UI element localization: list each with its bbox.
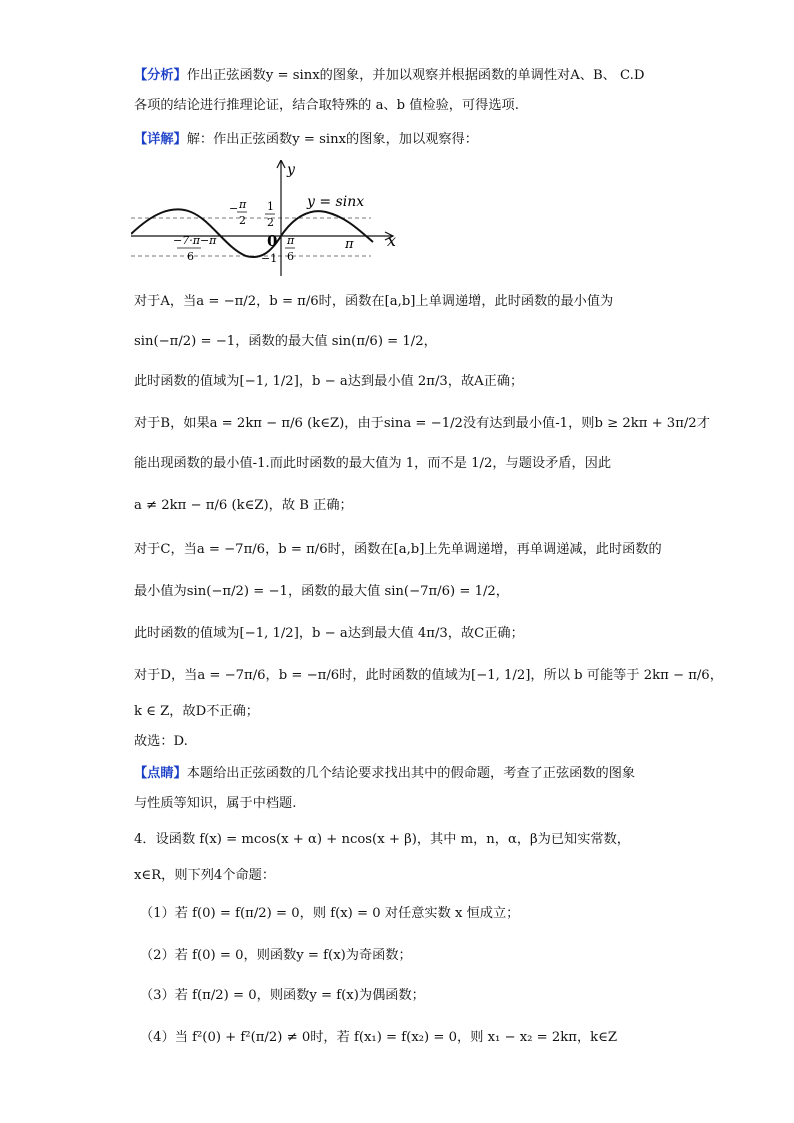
section-tag: 【分析】 [134,68,187,83]
option-d-line-2: k ∈ Z，故D不正确； [134,704,259,719]
comment-line-1: 【点睛】本题给出正弦函数的几个结论要求找出其中的假命题，考查了正弦函数的图象 [134,766,636,781]
curve-label: y = sinx [307,194,365,210]
option-b-line-1: 对于B，如果a = 2kπ − π/6 (k∈Z)，由于sina = −1/2没有达到最小值-1，则b ≥ 2kπ + 3π/2才 [134,416,710,431]
tick-half-num: 1 [267,200,274,213]
proposition-4: （4）当 f²(0) + f²(π/2) ≠ 0时，若 f(x₁) = f(x₂) = 0，则 x₁ − x₂ = 2kπ，k∈Z [140,1030,618,1045]
section-tag: 【详解】 [134,132,187,147]
origin-label: 0 [267,232,278,250]
tick-pi-6-num: π [287,234,295,247]
tick-pi: π [345,237,354,252]
tick-neg-pi-2-num: π [239,198,247,211]
tick-neg-pi-2-sign: − [229,202,239,215]
analysis-line-2: 各项的结论进行推理论证，结合取特殊的 a、b 值检验，可得选项. [134,98,519,113]
option-b-line-2: 能出现函数的最小值-1.而此时函数的最大值为 1，而不是 1/2，与题设矛盾，因此 [134,456,612,471]
option-c-line-3: 此时函数的值域为[−1, 1/2]，b − a达到最大值 4π/3，故C正确； [134,626,524,641]
x-axis-label: x [387,231,397,250]
proposition-1: （1）若 f(0) = f(π/2) = 0，则 f(x) = 0 对任意实数 x 恒成立； [140,906,520,921]
section-tag: 【点睛】 [134,766,187,781]
solution-intro: 【详解】解：作出正弦函数y = sinx的图象，加以观察得： [134,132,478,147]
option-c-line-1: 对于C，当a = −7π/6，b = π/6时，函数在[a,b]上先单调递增，再单调递减，此时函数的 [134,542,662,557]
tick-six: 6 [187,250,194,263]
option-a-line-2: sin(−π/2) = −1，函数的最大值 sin(π/6) = 1/2， [134,334,437,349]
comment-line-2: 与性质等知识，属于中档题. [134,796,297,811]
option-a-line-3: 此时函数的值域为[−1, 1/2]，b − a达到最小值 2π/3，故A正确； [134,374,524,389]
tick-pi-6-den: 6 [287,250,294,263]
sine-curve [131,209,373,257]
sine-graph [131,160,411,280]
option-a-line-1: 对于A，当a = −π/2，b = π/6时，函数在[a,b]上单调递增，此时函数的最小值为 [134,294,614,309]
proposition-3: （3）若 f(π/2) = 0，则函数y = f(x)为偶函数； [140,988,425,1003]
option-d-line-1: 对于D，当a = −7π/6，b = −π/6时，此时函数的值域为[−1, 1/2]，所以 b 可能等于 2kπ − π/6， [134,668,723,683]
question-4-domain: x∈R，则下列4个命题： [134,868,276,883]
option-c-line-2: 最小值为sin(−π/2) = −1，函数的最大值 sin(−7π/6) = 1/2， [134,584,509,599]
question-4-stem: 4．设函数 f(x) = mcos(x + α) + ncos(x + β)，其中 m，n，α，β为已知实常数， [134,832,630,847]
analysis-line-1: 【分析】作出正弦函数y = sinx的图象，并加以观察并根据函数的单调性对A、B、 C.D [134,68,645,83]
y-axis-label: y [287,162,295,178]
tick-neg-pi-2-den: 2 [239,214,246,227]
tick-neg-7pi-6: −7·π−π [173,234,217,247]
proposition-2: （2）若 f(0) = 0，则函数y = f(x)为奇函数； [140,948,412,963]
tick-neg-one: −1 [261,252,278,265]
tick-half-den: 2 [267,216,274,229]
answer-line: 故选：D. [134,734,188,749]
option-b-line-3: a ≠ 2kπ − π/6 (k∈Z)，故 B 正确； [134,498,353,513]
